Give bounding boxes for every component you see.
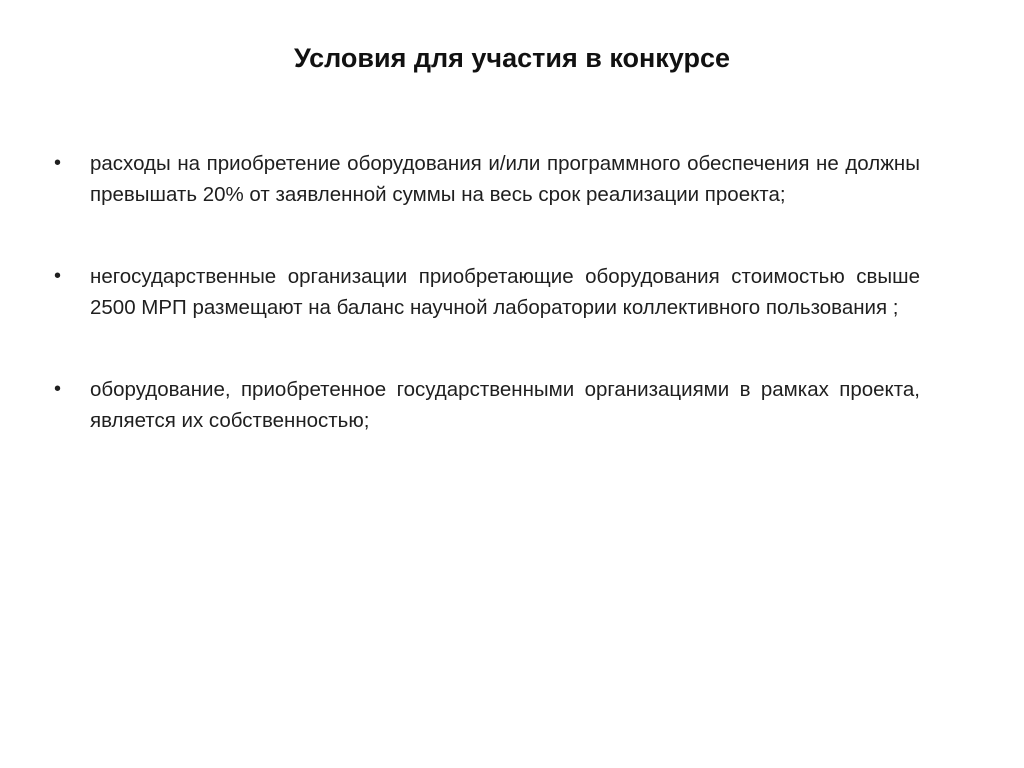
bullet-text: оборудование, приобретенное государственными организациями в рамках проекта, является их собственностью; — [90, 378, 920, 432]
bullet-icon: • — [54, 378, 62, 400]
list-item — [54, 374, 920, 436]
bullet-icon: • — [54, 152, 62, 174]
bullet-list — [54, 148, 920, 436]
list-item — [54, 261, 920, 323]
list-item — [54, 148, 920, 210]
bullet-text: расходы на приобретение оборудования и/или программного обеспечения не должны превышать 20% от заявленной суммы на весь срок реализации проекта; — [90, 152, 920, 206]
slide-title: Условия для участия в конкурсе — [294, 43, 730, 73]
bullet-icon: • — [54, 265, 62, 287]
bullet-text: негосударственные организации приобретающие оборудования стоимостью свыше 2500 МРП размещают на баланс научной лаборатории коллективного пользования ; — [90, 265, 920, 319]
